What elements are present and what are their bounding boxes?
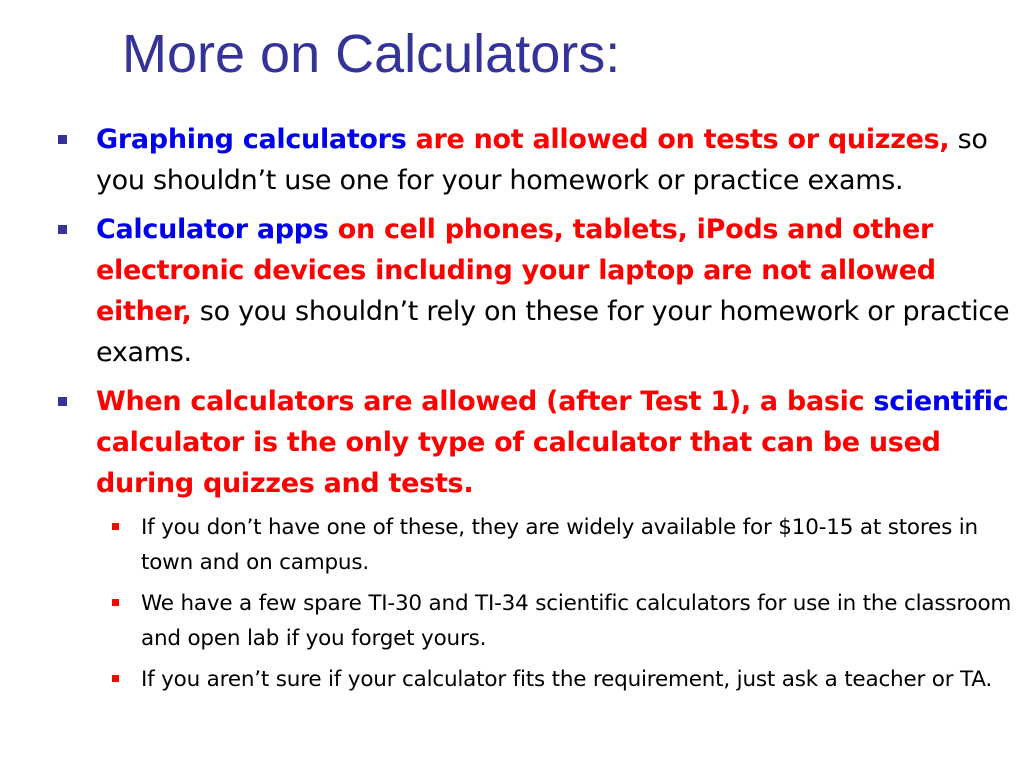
square-bullet-icon bbox=[58, 135, 67, 144]
sub-bullet-text: If you don’t have one of these, they are widely available for $10-15 at stores in town and on campus. bbox=[141, 515, 978, 575]
sub-bullet-availability bbox=[141, 510, 1014, 580]
sub-bullet-text: We have a few spare TI-30 and TI-34 scientific calculators for use in the classroom and open lab if you forget yours. bbox=[141, 591, 1012, 651]
square-bullet-icon bbox=[112, 599, 119, 606]
bullet-2-run-2: on cell phones, tablets, iPods and other electronic devices including your laptop are not allowed either, bbox=[96, 214, 936, 327]
square-bullet-icon bbox=[112, 675, 119, 682]
sub-bullet-text: If you aren’t sure if your calculator fits the requirement, just ask a teacher or TA. bbox=[141, 667, 993, 692]
square-bullet-icon bbox=[112, 523, 119, 530]
bullet-graphing-calculators bbox=[96, 119, 1014, 201]
bullet-2-run-1: Calculator apps bbox=[96, 214, 329, 245]
square-bullet-icon bbox=[58, 225, 67, 234]
bullet-when-allowed bbox=[96, 381, 1014, 504]
slide-body bbox=[96, 119, 1014, 703]
sub-bullet-list bbox=[141, 510, 1014, 697]
bullet-1-run-3: so you shouldn’t use one for your homework or practice exams. bbox=[96, 124, 988, 196]
bullet-3-run-3: calculator is the only type of calculator that can be used during quizzes and tests. bbox=[96, 427, 941, 499]
sub-bullet-spare-calculators bbox=[141, 586, 1014, 656]
bullet-3-run-2: scientific bbox=[873, 386, 1009, 417]
square-bullet-icon bbox=[58, 397, 67, 406]
bullet-2-run-3: so you shouldn’t rely on these for your homework or practice exams. bbox=[96, 296, 1010, 368]
bullet-1-run-1: Graphing calculators bbox=[96, 124, 407, 155]
bullet-1-run-2: are not allowed on tests or quizzes, bbox=[406, 124, 950, 155]
bullet-calculator-apps bbox=[96, 209, 1014, 373]
sub-bullet-ask-teacher bbox=[141, 662, 1014, 697]
slide-title: More on Calculators: bbox=[122, 24, 621, 84]
bullet-3-run-1: When calculators are allowed (after Test 1), a basic bbox=[96, 386, 874, 417]
